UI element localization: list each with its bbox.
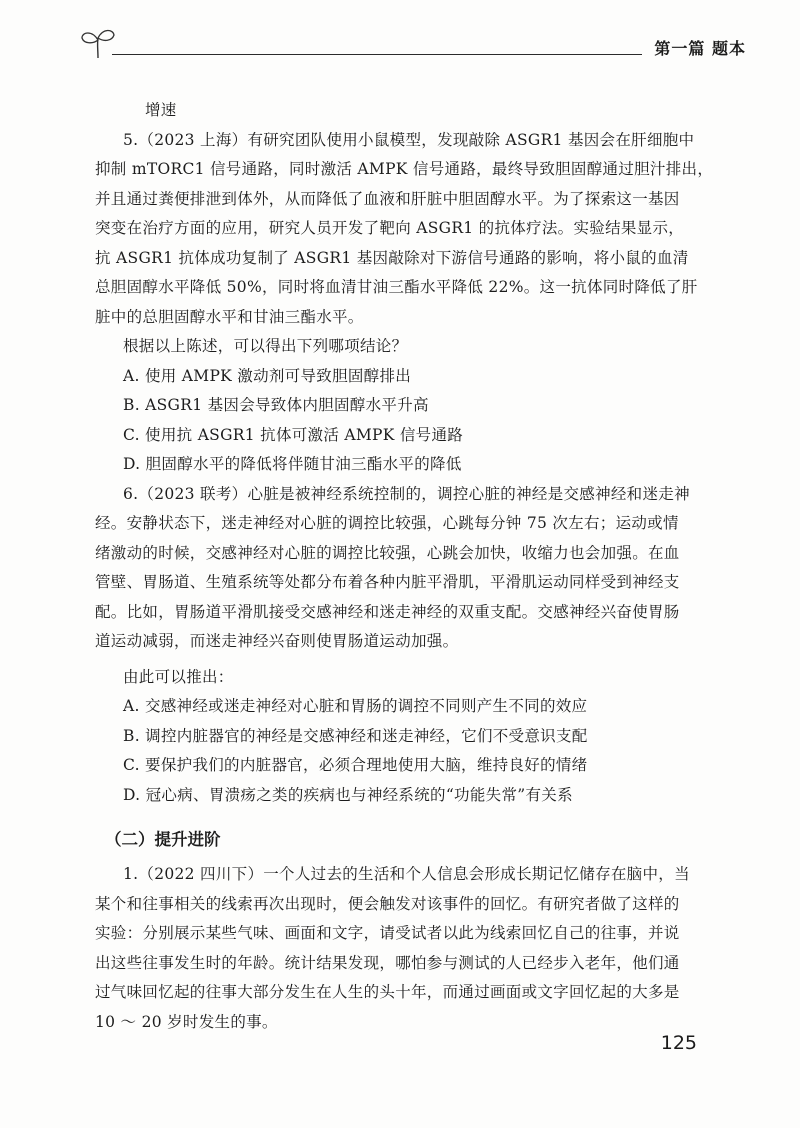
question-6-option-a: A. 交感神经或迷走神经对心脏和胃肠的调控不同则产生不同的效应 — [123, 697, 588, 715]
page-content — [95, 96, 714, 1037]
question-6-option-c: C. 要保护我们的内脏器官，必须合理地使用大脑，维持良好的情绪 — [123, 756, 588, 774]
question-6-line: 配。比如，胃肠道平滑肌接受交感神经和迷走神经的双重支配。交感神经兴奋使胃肠 — [95, 602, 680, 621]
question-5-line: 并且通过粪便排泄到体外，从而降低了血液和肝脏中胆固醇水平。为了探索这一基因 — [95, 189, 680, 208]
question-1-line: 1.（2022 四川下）一个人过去的生活和个人信息会形成长期记忆储存在脑中，当 — [123, 865, 690, 883]
page-number: 125 — [660, 1032, 697, 1054]
question-6 — [95, 480, 695, 811]
question-6-option-b: B. 调控内脏器官的神经是交感神经和迷走神经，它们不受意识支配 — [123, 726, 588, 745]
question-1-line: 出这些往事发生时的年龄。统计结果发现，哪怕参与测试的人已经步入老年，他们通 — [95, 953, 680, 972]
question-6-prompt: 由此可以推出： — [123, 667, 234, 686]
question-6-line: 道运动减弱，而迷走神经兴奋则使胃肠道运动加强。 — [95, 632, 459, 650]
question-5-option-c: C. 使用抗 ASGR1 抗体可激活 AMPK 信号通路 — [123, 425, 464, 444]
question-1-line: 过气味回忆起的往事大部分发生在人生的头十年，而通过画面或文字回忆起的大多是 — [95, 983, 680, 1001]
question-5-line: 脏中的总胆固醇水平和甘油三酯水平。 — [95, 307, 364, 326]
question-6-line: 6.（2023 联考）心脏是被神经系统控制的，调控心脏的神经是交感神经和迷走神 — [123, 484, 690, 503]
question-6-line: 经。安静状态下，迷走神经对心脏的调控比较强，心跳每分钟 75 次左右；运动或情 — [95, 514, 679, 532]
question-1 — [95, 860, 695, 1037]
question-5-option-d: D. 胆固醇水平的降低将伴随甘油三酯水平的降低 — [123, 455, 462, 473]
question-1-line: 某个和往事相关的线索再次出现时，便会触发对该事件的回忆。有研究者做了这样的 — [95, 894, 680, 913]
question-5-option-a: A. 使用 AMPK 激动剂可导致胆固醇排出 — [123, 366, 412, 385]
section-title: （二）提升进阶 — [105, 830, 221, 849]
question-5 — [95, 126, 714, 480]
page-header — [60, 22, 760, 62]
chapter-title: 第一篇 题本 — [654, 39, 746, 58]
question-5-line: 5.（2023 上海）有研究团队使用小鼠模型，发现敲除 ASGR1 基因会在肝细胞中 — [123, 130, 695, 149]
question-6-line: 绪激动的时候，交感神经对心脏的调控比较强，心跳会加快，收缩力也会加强。在血 — [95, 543, 680, 562]
question-6-option-d: D. 冠心病、胃溃疡之类的疾病也与神经系统的“功能失常”有关系 — [123, 785, 573, 804]
question-1-line: 实验：分别展示某些气味、画面和文字，请受试者以此为线索回忆自己的往事，并说 — [95, 924, 680, 942]
question-5-line: 突变在治疗方面的应用，研究人员开发了靶向 ASGR1 的抗体疗法。实验结果显示， — [95, 219, 685, 237]
question-6-line: 管壁、胃肠道、生殖系统等处都分布着各种内脏平滑肌，平滑肌运动同样受到神经支 — [95, 573, 680, 591]
question-5-prompt: 根据以上陈述，可以得出下列哪项结论？ — [123, 337, 408, 355]
question-5-line: 抑制 mTORC1 信号通路，同时激活 AMPK 信号通路，最终导致胆固醇通过胆汁排出， — [95, 160, 714, 178]
question-5-line: 抗 ASGR1 抗体成功复制了 ASGR1 基因敲除对下游信号通路的影响，将小鼠的血清 — [95, 248, 689, 267]
question-5-line: 总胆固醇水平降低 50%，同时将血清甘油三酯水平降低 22%。这一抗体同时降低了肝 — [95, 278, 698, 296]
question-1-line: 10 ～ 20 岁时发生的事。 — [95, 1012, 278, 1031]
question-5-option-b: B. ASGR1 基因会导致体内胆固醇水平升高 — [123, 396, 429, 414]
header-rule — [112, 54, 642, 55]
carry-over-text: 增速 — [145, 101, 177, 119]
